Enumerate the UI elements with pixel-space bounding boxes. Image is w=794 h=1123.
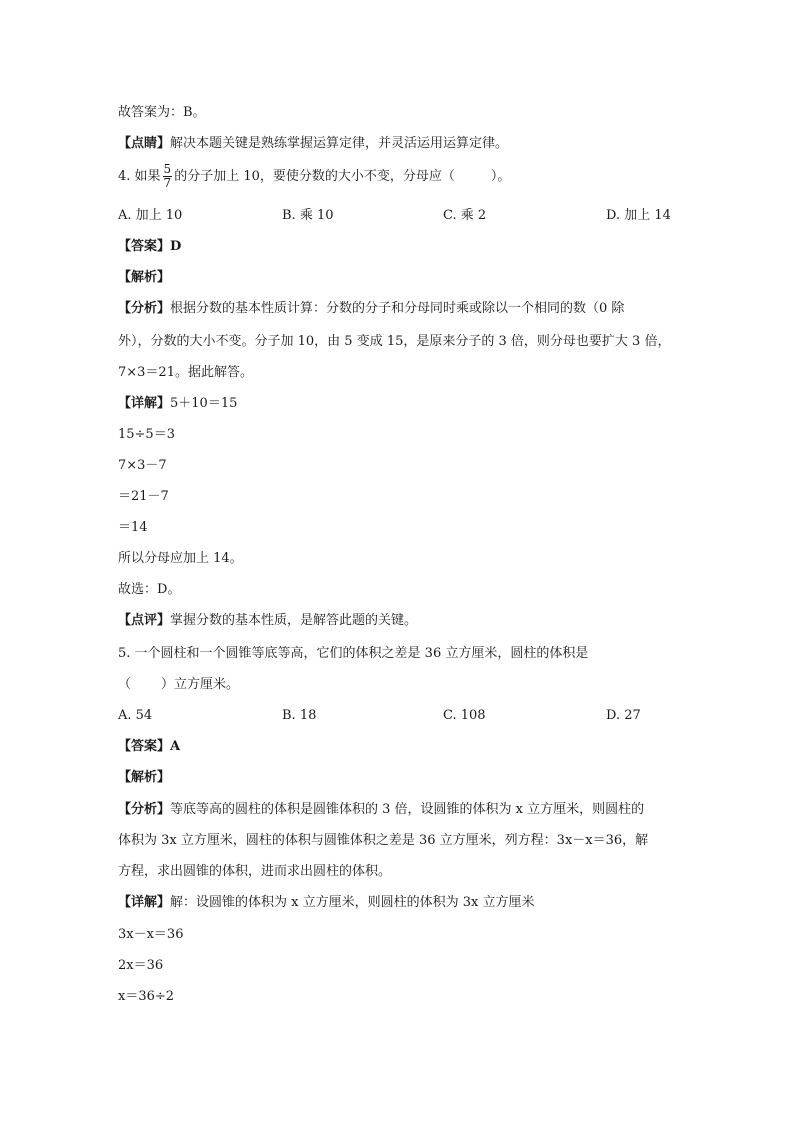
- option-d: D. 27: [606, 708, 641, 723]
- answer-5-text: 【答案】A: [118, 739, 181, 754]
- fraction-denominator: 7: [163, 176, 172, 190]
- xiangjie-5-line3: 2x＝36: [118, 958, 164, 973]
- xiangjie-4-line5: ＝14: [118, 520, 148, 535]
- answer-4-text: 【答案】D: [118, 239, 182, 254]
- option-c: C. 108: [443, 708, 486, 723]
- fenxi-5-line1: [118, 801, 644, 819]
- fenxi-4-line1: [118, 300, 624, 318]
- fraction-numerator: 5: [163, 162, 172, 176]
- question-5-line2: [118, 676, 239, 694]
- q4-end: ）。: [490, 169, 511, 184]
- question-5-line1: 5. 一个圆柱和一个圆锥等底等高，它们的体积之差是 36 立方厘米，圆柱的体积是: [118, 646, 589, 661]
- q4-prefix: 4. 如果: [118, 169, 161, 184]
- q4-text: 的分子加上 10，要使分数的大小不变，分母应（: [174, 169, 455, 184]
- question-4: [118, 160, 510, 194]
- dianping-text: 掌握分数的基本性质，是解答此题的关键。: [170, 613, 418, 628]
- answer-4: [118, 238, 181, 256]
- xiangjie-4-line7: 故选：D。: [118, 582, 181, 597]
- option-a: A. 54: [118, 708, 153, 723]
- dianping-tag: 【点评】: [118, 613, 171, 628]
- fenxi-tag: 【分析】: [118, 802, 171, 817]
- fenxi-5-line2: 体积为 3x 立方厘米，圆柱的体积与圆锥体积之差是 36 立方厘米，列方程：3x－x＝36，解: [118, 833, 649, 848]
- option-d: D. 加上 14: [606, 208, 671, 223]
- xiangjie-tag: 【详解】: [118, 396, 171, 411]
- jiexi-5: 【解析】: [118, 770, 171, 785]
- xiangjie-4-text-a: 5＋10＝15: [170, 396, 238, 411]
- dianjing-line: [118, 135, 508, 153]
- xiangjie-5-text-a: 解：设圆锥的体积为 x 立方厘米，则圆柱的体积为 3x 立方厘米: [170, 895, 535, 910]
- option-c: C. 乘 2: [443, 208, 487, 223]
- fenxi-4-line2: 外），分数的大小不变。分子加 10，由 5 变成 15，是原来分子的 3 倍，则分母也要扩大 3 倍，: [118, 334, 671, 349]
- fenxi-4-line3: 7×3＝21。据此解答。: [118, 365, 253, 380]
- fenxi-5-text-a: 等底等高的圆柱的体积是圆锥体积的 3 倍，设圆锥的体积为 x 立方厘米，则圆柱的: [170, 802, 645, 817]
- xiangjie-4-line2: 15÷5＝3: [118, 427, 175, 442]
- xiangjie-4-line6: 所以分母应加上 14。: [118, 551, 243, 566]
- q5-open-paren: （: [118, 677, 132, 692]
- option-b: B. 乘 10: [282, 208, 334, 223]
- xiangjie-4-line3: 7×3－7: [118, 458, 167, 473]
- fenxi-tag: 【分析】: [118, 301, 171, 316]
- fenxi-5-line3: 方程，求出圆锥的体积，进而求出圆柱的体积。: [118, 864, 392, 879]
- dianjing-text: 解决本题关键是熟练掌握运算定律，并灵活运用运算定律。: [170, 136, 509, 151]
- option-a: A. 加上 10: [118, 208, 183, 223]
- xiangjie-5-line1: [118, 894, 534, 912]
- fenxi-4-text-a: 根据分数的基本性质计算：分数的分子和分母同时乘或除以一个相同的数（0 除: [170, 301, 625, 316]
- xiangjie-5-line4: x＝36÷2: [118, 989, 175, 1004]
- answer-5: [118, 738, 180, 756]
- option-b: B. 18: [282, 708, 317, 723]
- dianping-4: [118, 612, 417, 630]
- xiangjie-4-line4: ＝21－7: [118, 489, 169, 504]
- answer-conclusion: 故答案为：B。: [118, 105, 206, 120]
- jiexi-4: 【解析】: [118, 270, 171, 285]
- xiangjie-5-line2: 3x－x＝36: [118, 927, 184, 942]
- xiangjie-tag: 【详解】: [118, 895, 171, 910]
- dianjing-tag: 【点睛】: [118, 136, 171, 151]
- q4-fraction: [163, 163, 173, 190]
- q5-close-text: ）立方厘米。: [161, 677, 240, 692]
- xiangjie-4-line1: [118, 395, 237, 413]
